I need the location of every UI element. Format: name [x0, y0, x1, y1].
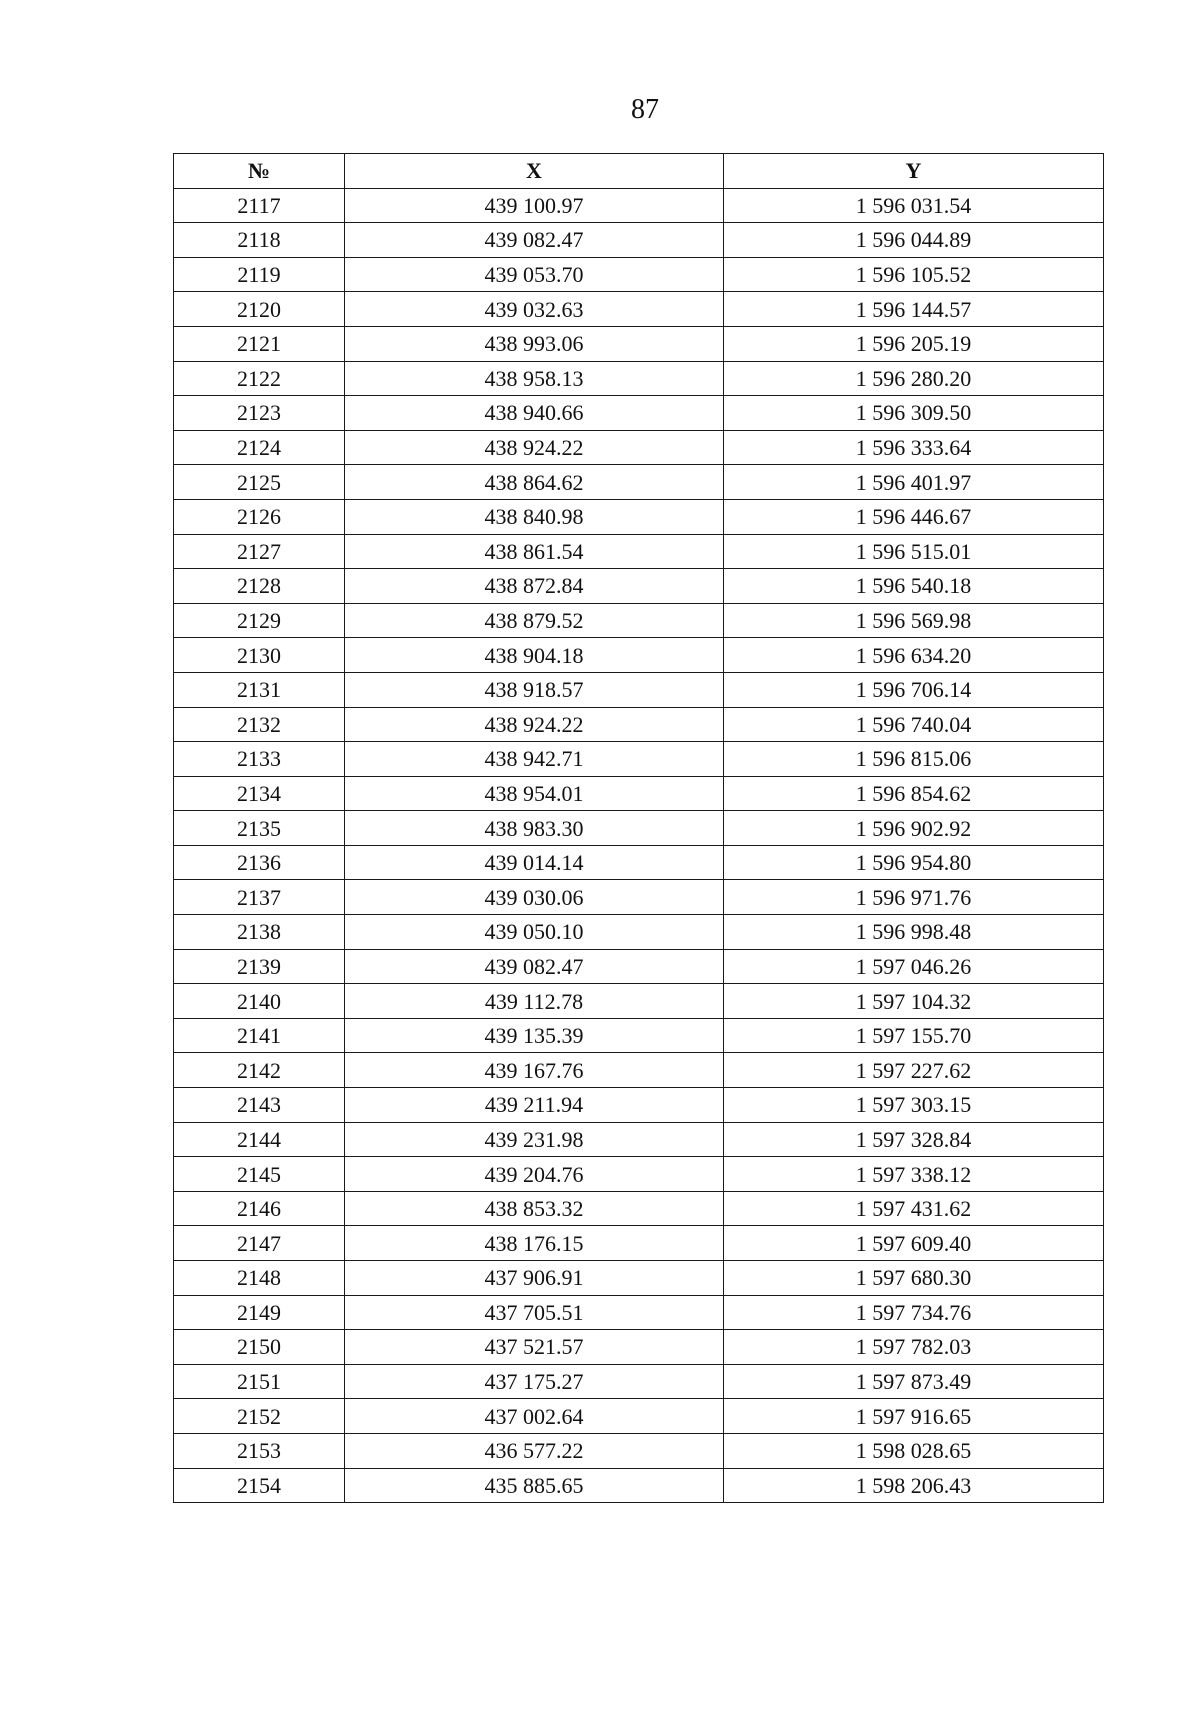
table-row — [174, 1226, 1104, 1261]
cell-x: 438 924.22 — [345, 707, 724, 742]
cell-y: 1 597 734.76 — [724, 1295, 1104, 1330]
cell-y: 1 596 998.48 — [724, 915, 1104, 950]
cell-number: 2123 — [174, 396, 345, 431]
cell-y: 1 596 740.04 — [724, 707, 1104, 742]
cell-x: 438 872.84 — [345, 569, 724, 604]
table-row — [174, 292, 1104, 327]
table-row — [174, 811, 1104, 846]
cell-number: 2145 — [174, 1157, 345, 1192]
cell-number: 2150 — [174, 1330, 345, 1365]
cell-y: 1 596 280.20 — [724, 361, 1104, 396]
cell-number: 2146 — [174, 1191, 345, 1226]
cell-x: 438 864.62 — [345, 465, 724, 500]
cell-y: 1 596 971.76 — [724, 880, 1104, 915]
table-row — [174, 1191, 1104, 1226]
cell-x: 439 030.06 — [345, 880, 724, 915]
table-header-row — [174, 154, 1104, 189]
cell-y: 1 597 155.70 — [724, 1018, 1104, 1053]
cell-number: 2127 — [174, 534, 345, 569]
cell-number: 2125 — [174, 465, 345, 500]
cell-y: 1 596 105.52 — [724, 257, 1104, 292]
table-row — [174, 430, 1104, 465]
table-row — [174, 1364, 1104, 1399]
table-row — [174, 1433, 1104, 1468]
table-row — [174, 569, 1104, 604]
cell-number: 2154 — [174, 1468, 345, 1503]
cell-y: 1 596 333.64 — [724, 430, 1104, 465]
table-row — [174, 223, 1104, 258]
cell-x: 437 521.57 — [345, 1330, 724, 1365]
cell-y: 1 596 446.67 — [724, 499, 1104, 534]
table-row — [174, 707, 1104, 742]
cell-y: 1 596 706.14 — [724, 672, 1104, 707]
cell-y: 1 596 540.18 — [724, 569, 1104, 604]
table-row — [174, 742, 1104, 777]
cell-x: 439 100.97 — [345, 188, 724, 223]
cell-y: 1 596 569.98 — [724, 603, 1104, 638]
cell-x: 437 705.51 — [345, 1295, 724, 1330]
cell-number: 2128 — [174, 569, 345, 604]
cell-y: 1 596 309.50 — [724, 396, 1104, 431]
cell-number: 2124 — [174, 430, 345, 465]
cell-x: 439 204.76 — [345, 1157, 724, 1192]
table-row — [174, 1018, 1104, 1053]
page-number: 87 — [631, 94, 659, 125]
cell-number: 2143 — [174, 1088, 345, 1123]
table-row — [174, 776, 1104, 811]
cell-x: 439 112.78 — [345, 984, 724, 1019]
cell-x: 439 082.47 — [345, 949, 724, 984]
cell-x: 438 954.01 — [345, 776, 724, 811]
cell-y: 1 596 031.54 — [724, 188, 1104, 223]
cell-number: 2135 — [174, 811, 345, 846]
table-row — [174, 638, 1104, 673]
cell-y: 1 597 609.40 — [724, 1226, 1104, 1261]
table-row — [174, 1157, 1104, 1192]
cell-y: 1 596 144.57 — [724, 292, 1104, 327]
cell-x: 439 167.76 — [345, 1053, 724, 1088]
cell-x: 438 918.57 — [345, 672, 724, 707]
cell-x: 438 958.13 — [345, 361, 724, 396]
cell-y: 1 597 431.62 — [724, 1191, 1104, 1226]
cell-x: 438 993.06 — [345, 326, 724, 361]
cell-number: 2136 — [174, 845, 345, 880]
cell-x: 439 032.63 — [345, 292, 724, 327]
header-number: № — [174, 154, 345, 189]
cell-number: 2131 — [174, 672, 345, 707]
cell-x: 438 853.32 — [345, 1191, 724, 1226]
cell-y: 1 596 634.20 — [724, 638, 1104, 673]
cell-x: 437 002.64 — [345, 1399, 724, 1434]
table-row — [174, 257, 1104, 292]
table-row — [174, 361, 1104, 396]
cell-number: 2117 — [174, 188, 345, 223]
table-body — [174, 188, 1104, 1503]
cell-number: 2141 — [174, 1018, 345, 1053]
cell-y: 1 597 104.32 — [724, 984, 1104, 1019]
cell-y: 1 596 954.80 — [724, 845, 1104, 880]
table-row — [174, 1468, 1104, 1503]
table-row — [174, 1295, 1104, 1330]
cell-y: 1 596 854.62 — [724, 776, 1104, 811]
cell-number: 2130 — [174, 638, 345, 673]
table-row — [174, 326, 1104, 361]
cell-x: 438 940.66 — [345, 396, 724, 431]
table-row — [174, 915, 1104, 950]
cell-y: 1 597 328.84 — [724, 1122, 1104, 1157]
coordinates-table — [173, 153, 1104, 1503]
cell-y: 1 597 916.65 — [724, 1399, 1104, 1434]
table-row — [174, 396, 1104, 431]
table-row — [174, 603, 1104, 638]
table-row — [174, 984, 1104, 1019]
cell-y: 1 596 902.92 — [724, 811, 1104, 846]
cell-x: 437 175.27 — [345, 1364, 724, 1399]
cell-y: 1 597 303.15 — [724, 1088, 1104, 1123]
cell-y: 1 597 046.26 — [724, 949, 1104, 984]
table-row — [174, 499, 1104, 534]
cell-number: 2121 — [174, 326, 345, 361]
cell-number: 2129 — [174, 603, 345, 638]
cell-number: 2148 — [174, 1261, 345, 1296]
cell-number: 2138 — [174, 915, 345, 950]
table-row — [174, 1122, 1104, 1157]
cell-number: 2139 — [174, 949, 345, 984]
cell-x: 439 082.47 — [345, 223, 724, 258]
cell-y: 1 597 782.03 — [724, 1330, 1104, 1365]
cell-y: 1 596 044.89 — [724, 223, 1104, 258]
cell-number: 2140 — [174, 984, 345, 1019]
cell-number: 2126 — [174, 499, 345, 534]
cell-number: 2132 — [174, 707, 345, 742]
table-row — [174, 672, 1104, 707]
cell-y: 1 596 515.01 — [724, 534, 1104, 569]
table-row — [174, 1330, 1104, 1365]
cell-number: 2137 — [174, 880, 345, 915]
cell-x: 438 924.22 — [345, 430, 724, 465]
cell-x: 438 942.71 — [345, 742, 724, 777]
cell-x: 438 879.52 — [345, 603, 724, 638]
cell-number: 2134 — [174, 776, 345, 811]
table-row — [174, 188, 1104, 223]
cell-y: 1 597 680.30 — [724, 1261, 1104, 1296]
cell-y: 1 597 338.12 — [724, 1157, 1104, 1192]
cell-y: 1 598 206.43 — [724, 1468, 1104, 1503]
cell-y: 1 598 028.65 — [724, 1433, 1104, 1468]
cell-x: 438 904.18 — [345, 638, 724, 673]
table-row — [174, 1399, 1104, 1434]
table-row — [174, 1088, 1104, 1123]
cell-number: 2120 — [174, 292, 345, 327]
table-row — [174, 534, 1104, 569]
cell-x: 438 840.98 — [345, 499, 724, 534]
table-row — [174, 1261, 1104, 1296]
table-row — [174, 949, 1104, 984]
header-y: Y — [724, 154, 1104, 189]
table-row — [174, 845, 1104, 880]
cell-x: 439 211.94 — [345, 1088, 724, 1123]
cell-y: 1 597 227.62 — [724, 1053, 1104, 1088]
cell-number: 2147 — [174, 1226, 345, 1261]
cell-x: 439 050.10 — [345, 915, 724, 950]
cell-x: 439 135.39 — [345, 1018, 724, 1053]
cell-number: 2133 — [174, 742, 345, 777]
cell-y: 1 596 205.19 — [724, 326, 1104, 361]
table-row — [174, 465, 1104, 500]
cell-number: 2142 — [174, 1053, 345, 1088]
cell-y: 1 597 873.49 — [724, 1364, 1104, 1399]
cell-y: 1 596 815.06 — [724, 742, 1104, 777]
cell-number: 2118 — [174, 223, 345, 258]
cell-number: 2122 — [174, 361, 345, 396]
cell-x: 438 861.54 — [345, 534, 724, 569]
cell-number: 2119 — [174, 257, 345, 292]
cell-x: 439 231.98 — [345, 1122, 724, 1157]
cell-x: 439 014.14 — [345, 845, 724, 880]
table-row — [174, 880, 1104, 915]
table-row — [174, 1053, 1104, 1088]
cell-number: 2153 — [174, 1433, 345, 1468]
cell-x: 438 983.30 — [345, 811, 724, 846]
cell-x: 439 053.70 — [345, 257, 724, 292]
cell-number: 2144 — [174, 1122, 345, 1157]
cell-x: 437 906.91 — [345, 1261, 724, 1296]
cell-number: 2152 — [174, 1399, 345, 1434]
cell-number: 2149 — [174, 1295, 345, 1330]
cell-x: 436 577.22 — [345, 1433, 724, 1468]
cell-x: 438 176.15 — [345, 1226, 724, 1261]
header-x: X — [345, 154, 724, 189]
cell-x: 435 885.65 — [345, 1468, 724, 1503]
cell-number: 2151 — [174, 1364, 345, 1399]
cell-y: 1 596 401.97 — [724, 465, 1104, 500]
